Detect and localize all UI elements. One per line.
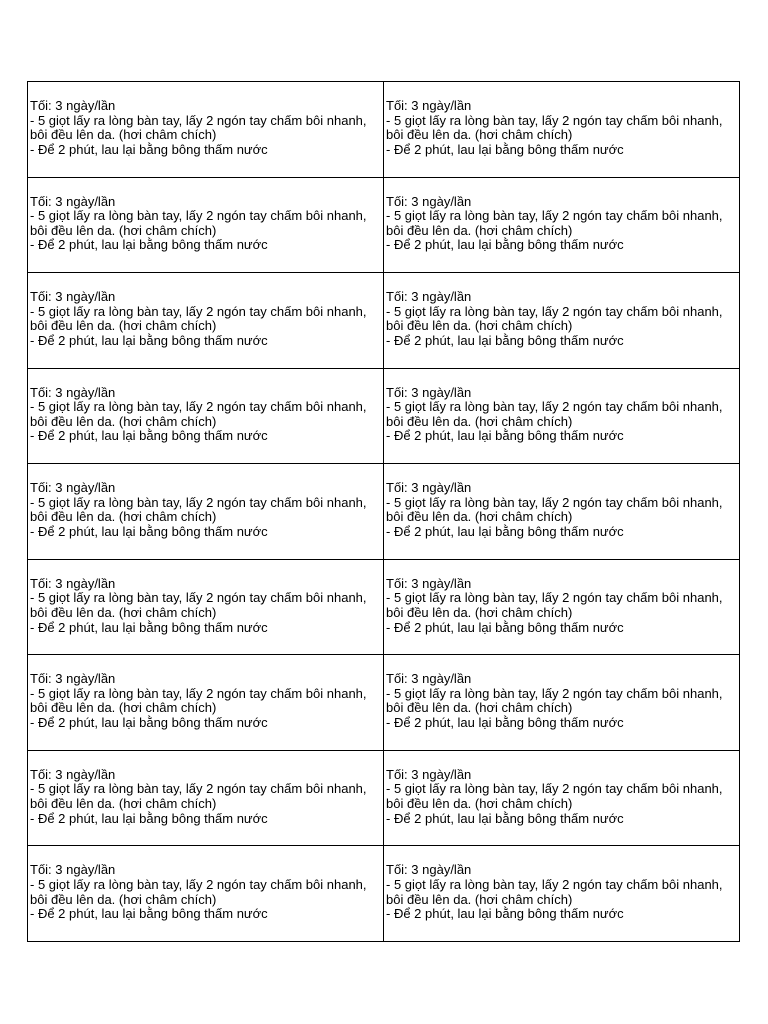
label-line2: - 5 giọt lấy ra lòng bàn tay, lấy 2 ngón tay chấm bôi nhanh, bôi đều lên da. (hơi châm chích) [386, 876, 723, 907]
label-line3: - Để 2 phút, lau lại bằng bông thấm nước [30, 906, 268, 922]
label-line3: - Để 2 phút, lau lại bằng bông thấm nước [386, 237, 624, 253]
label-row [28, 655, 740, 751]
label-cell [384, 368, 740, 464]
label-line2: - 5 giọt lấy ra lòng bàn tay, lấy 2 ngón tay chấm bôi nhanh, bôi đều lên da. (hơi châm chích) [386, 781, 723, 812]
label-cell [28, 655, 384, 751]
label-cell [384, 273, 740, 369]
label-row [28, 368, 740, 464]
label-row [28, 177, 740, 273]
label-cell [28, 82, 384, 178]
label-cell [384, 655, 740, 751]
label-line2: - 5 giọt lấy ra lòng bàn tay, lấy 2 ngón tay chấm bôi nhanh, bôi đều lên da. (hơi châm chích) [30, 112, 367, 143]
label-row [28, 82, 740, 178]
label-line1: Tối: 3 ngày/lần [30, 671, 116, 687]
label-sheet [27, 81, 740, 942]
label-row [28, 273, 740, 369]
label-line3: - Để 2 phút, lau lại bằng bông thấm nước [30, 141, 268, 157]
label-cell [384, 846, 740, 942]
label-line1: Tối: 3 ngày/lần [30, 480, 116, 496]
label-cell [384, 82, 740, 178]
label-cell [28, 846, 384, 942]
label-grid [28, 82, 740, 942]
label-line3: - Để 2 phút, lau lại bằng bông thấm nước [30, 715, 268, 731]
label-line1: Tối: 3 ngày/lần [386, 98, 472, 113]
label-line2: - 5 giọt lấy ra lòng bàn tay, lấy 2 ngón tay chấm bôi nhanh, bôi đều lên da. (hơi châm chích) [386, 399, 723, 429]
label-line2: - 5 giọt lấy ra lòng bàn tay, lấy 2 ngón tay chấm bôi nhanh, bôi đều lên da. (hơi châm chích) [386, 685, 723, 716]
label-row [28, 464, 740, 560]
label-line2: - 5 giọt lấy ra lòng bàn tay, lấy 2 ngón tay chấm bôi nhanh, bôi đều lên da. (hơi châm chích) [386, 303, 723, 334]
label-line3: - Để 2 phút, lau lại bằng bông thấm nước [30, 619, 268, 635]
label-line2: - 5 giọt lấy ra lòng bàn tay, lấy 2 ngón tay chấm bôi nhanh, bôi đều lên da. (hơi châm chích) [386, 590, 723, 620]
label-cell [384, 177, 740, 273]
label-cell [384, 750, 740, 846]
label-cell [384, 464, 740, 560]
label-line1: Tối: 3 ngày/lần [30, 98, 116, 113]
label-line2: - 5 giọt lấy ra lòng bàn tay, lấy 2 ngón tay chấm bôi nhanh, bôi đều lên da. (hơi châm chích) [386, 208, 723, 238]
label-line3: - Để 2 phút, lau lại bằng bông thấm nước [386, 428, 624, 444]
label-line1: Tối: 3 ngày/lần [386, 671, 472, 687]
label-cell [28, 273, 384, 369]
label-line2: - 5 giọt lấy ra lòng bàn tay, lấy 2 ngón tay chấm bôi nhanh, bôi đều lên da. (hơi châm chích) [30, 303, 367, 334]
label-cell [28, 368, 384, 464]
label-line3: - Để 2 phút, lau lại bằng bông thấm nước [386, 523, 624, 539]
label-line3: - Để 2 phút, lau lại bằng bông thấm nước [386, 715, 624, 731]
label-line1: Tối: 3 ngày/lần [386, 862, 472, 878]
label-line1: Tối: 3 ngày/lần [386, 193, 472, 209]
label-row [28, 846, 740, 942]
label-line1: Tối: 3 ngày/lần [386, 289, 472, 305]
label-line2: - 5 giọt lấy ra lòng bàn tay, lấy 2 ngón tay chấm bôi nhanh, bôi đều lên da. (hơi châm chích) [30, 208, 367, 238]
label-line3: - Để 2 phút, lau lại bằng bông thấm nước [30, 428, 268, 444]
label-line1: Tối: 3 ngày/lần [386, 575, 472, 591]
label-line2: - 5 giọt lấy ra lòng bàn tay, lấy 2 ngón tay chấm bôi nhanh, bôi đều lên da. (hơi châm chích) [30, 781, 367, 812]
label-cell [28, 177, 384, 273]
label-line1: Tối: 3 ngày/lần [30, 862, 116, 878]
label-line1: Tối: 3 ngày/lần [30, 384, 116, 400]
label-line3: - Để 2 phút, lau lại bằng bông thấm nước [386, 141, 624, 157]
label-cell [28, 559, 384, 655]
label-line2: - 5 giọt lấy ra lòng bàn tay, lấy 2 ngón tay chấm bôi nhanh, bôi đều lên da. (hơi châm chích) [386, 112, 723, 143]
label-row [28, 559, 740, 655]
label-line3: - Để 2 phút, lau lại bằng bông thấm nước [386, 332, 624, 348]
label-line2: - 5 giọt lấy ra lòng bàn tay, lấy 2 ngón tay chấm bôi nhanh, bôi đều lên da. (hơi châm chích) [30, 399, 367, 429]
label-line1: Tối: 3 ngày/lần [30, 575, 116, 591]
label-line2: - 5 giọt lấy ra lòng bàn tay, lấy 2 ngón tay chấm bôi nhanh, bôi đều lên da. (hơi châm chích) [30, 876, 367, 907]
label-line1: Tối: 3 ngày/lần [30, 289, 116, 305]
label-row [28, 750, 740, 846]
label-line3: - Để 2 phút, lau lại bằng bông thấm nước [30, 332, 268, 348]
label-line1: Tối: 3 ngày/lần [386, 480, 472, 496]
label-line1: Tối: 3 ngày/lần [30, 766, 116, 782]
label-line3: - Để 2 phút, lau lại bằng bông thấm nước [386, 906, 624, 922]
label-cell [28, 464, 384, 560]
label-cell [384, 559, 740, 655]
label-line3: - Để 2 phút, lau lại bằng bông thấm nước [30, 810, 268, 826]
label-line2: - 5 giọt lấy ra lòng bàn tay, lấy 2 ngón tay chấm bôi nhanh, bôi đều lên da. (hơi châm chích) [386, 494, 723, 525]
label-line2: - 5 giọt lấy ra lòng bàn tay, lấy 2 ngón tay chấm bôi nhanh, bôi đều lên da. (hơi châm chích) [30, 590, 367, 620]
label-line3: - Để 2 phút, lau lại bằng bông thấm nước [30, 523, 268, 539]
label-line1: Tối: 3 ngày/lần [386, 766, 472, 782]
label-line2: - 5 giọt lấy ra lòng bàn tay, lấy 2 ngón tay chấm bôi nhanh, bôi đều lên da. (hơi châm chích) [30, 494, 367, 525]
label-line3: - Để 2 phút, lau lại bằng bông thấm nước [30, 237, 268, 253]
label-line3: - Để 2 phút, lau lại bằng bông thấm nước [386, 810, 624, 826]
label-line1: Tối: 3 ngày/lần [30, 193, 116, 209]
label-cell [28, 750, 384, 846]
label-line2: - 5 giọt lấy ra lòng bàn tay, lấy 2 ngón tay chấm bôi nhanh, bôi đều lên da. (hơi châm chích) [30, 685, 367, 716]
label-line3: - Để 2 phút, lau lại bằng bông thấm nước [386, 619, 624, 635]
label-line1: Tối: 3 ngày/lần [386, 384, 472, 400]
